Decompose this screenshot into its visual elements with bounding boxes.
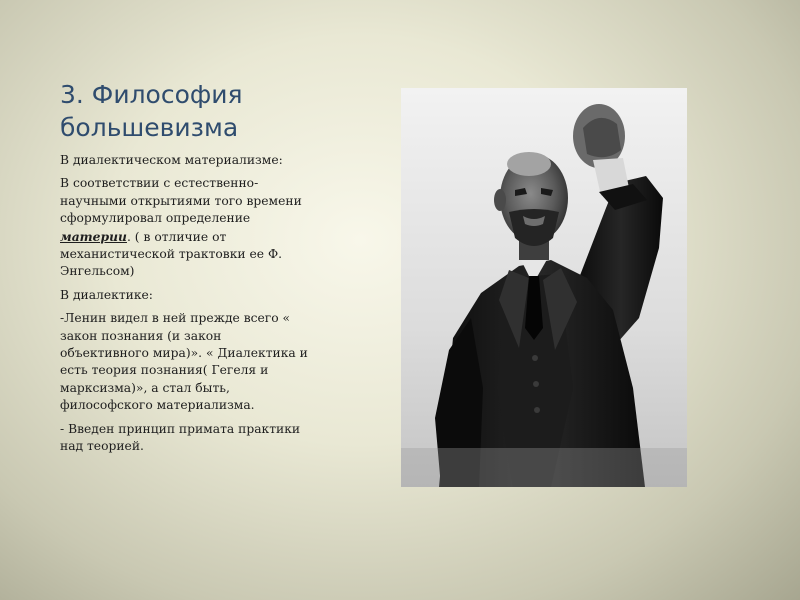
speaker-silhouette-icon [401,88,687,487]
term-matter-link[interactable]: материи [60,228,127,244]
paragraph-dialectical-materialism: В диалектическом материализме: [60,153,283,167]
slide-title: 3. Философия большевизма [60,80,243,142]
paragraph-lenin-view: -Ленин видел в ней прежде всего « закон познания (и закон объективного мира)». « Диалектика и есть теория познания( Гегеля и марксизма)», а стал быть, философского материализма. [60,311,308,413]
paragraph-text: . ( в отличие от механистической трактовки ее Ф. Энгельсом) [60,229,283,279]
paragraph-dialectics: В диалектике: [60,287,153,302]
paragraph-matter-definition [60,175,310,280]
slide-body [60,152,310,462]
paragraph-text: В соответствии с естественно-научными открытиями того времени сформулировал определение [60,176,302,226]
paragraph-practice-primacy: - Введен принцип примата практики над теорией. [60,421,301,454]
speaker-photo [401,88,687,487]
